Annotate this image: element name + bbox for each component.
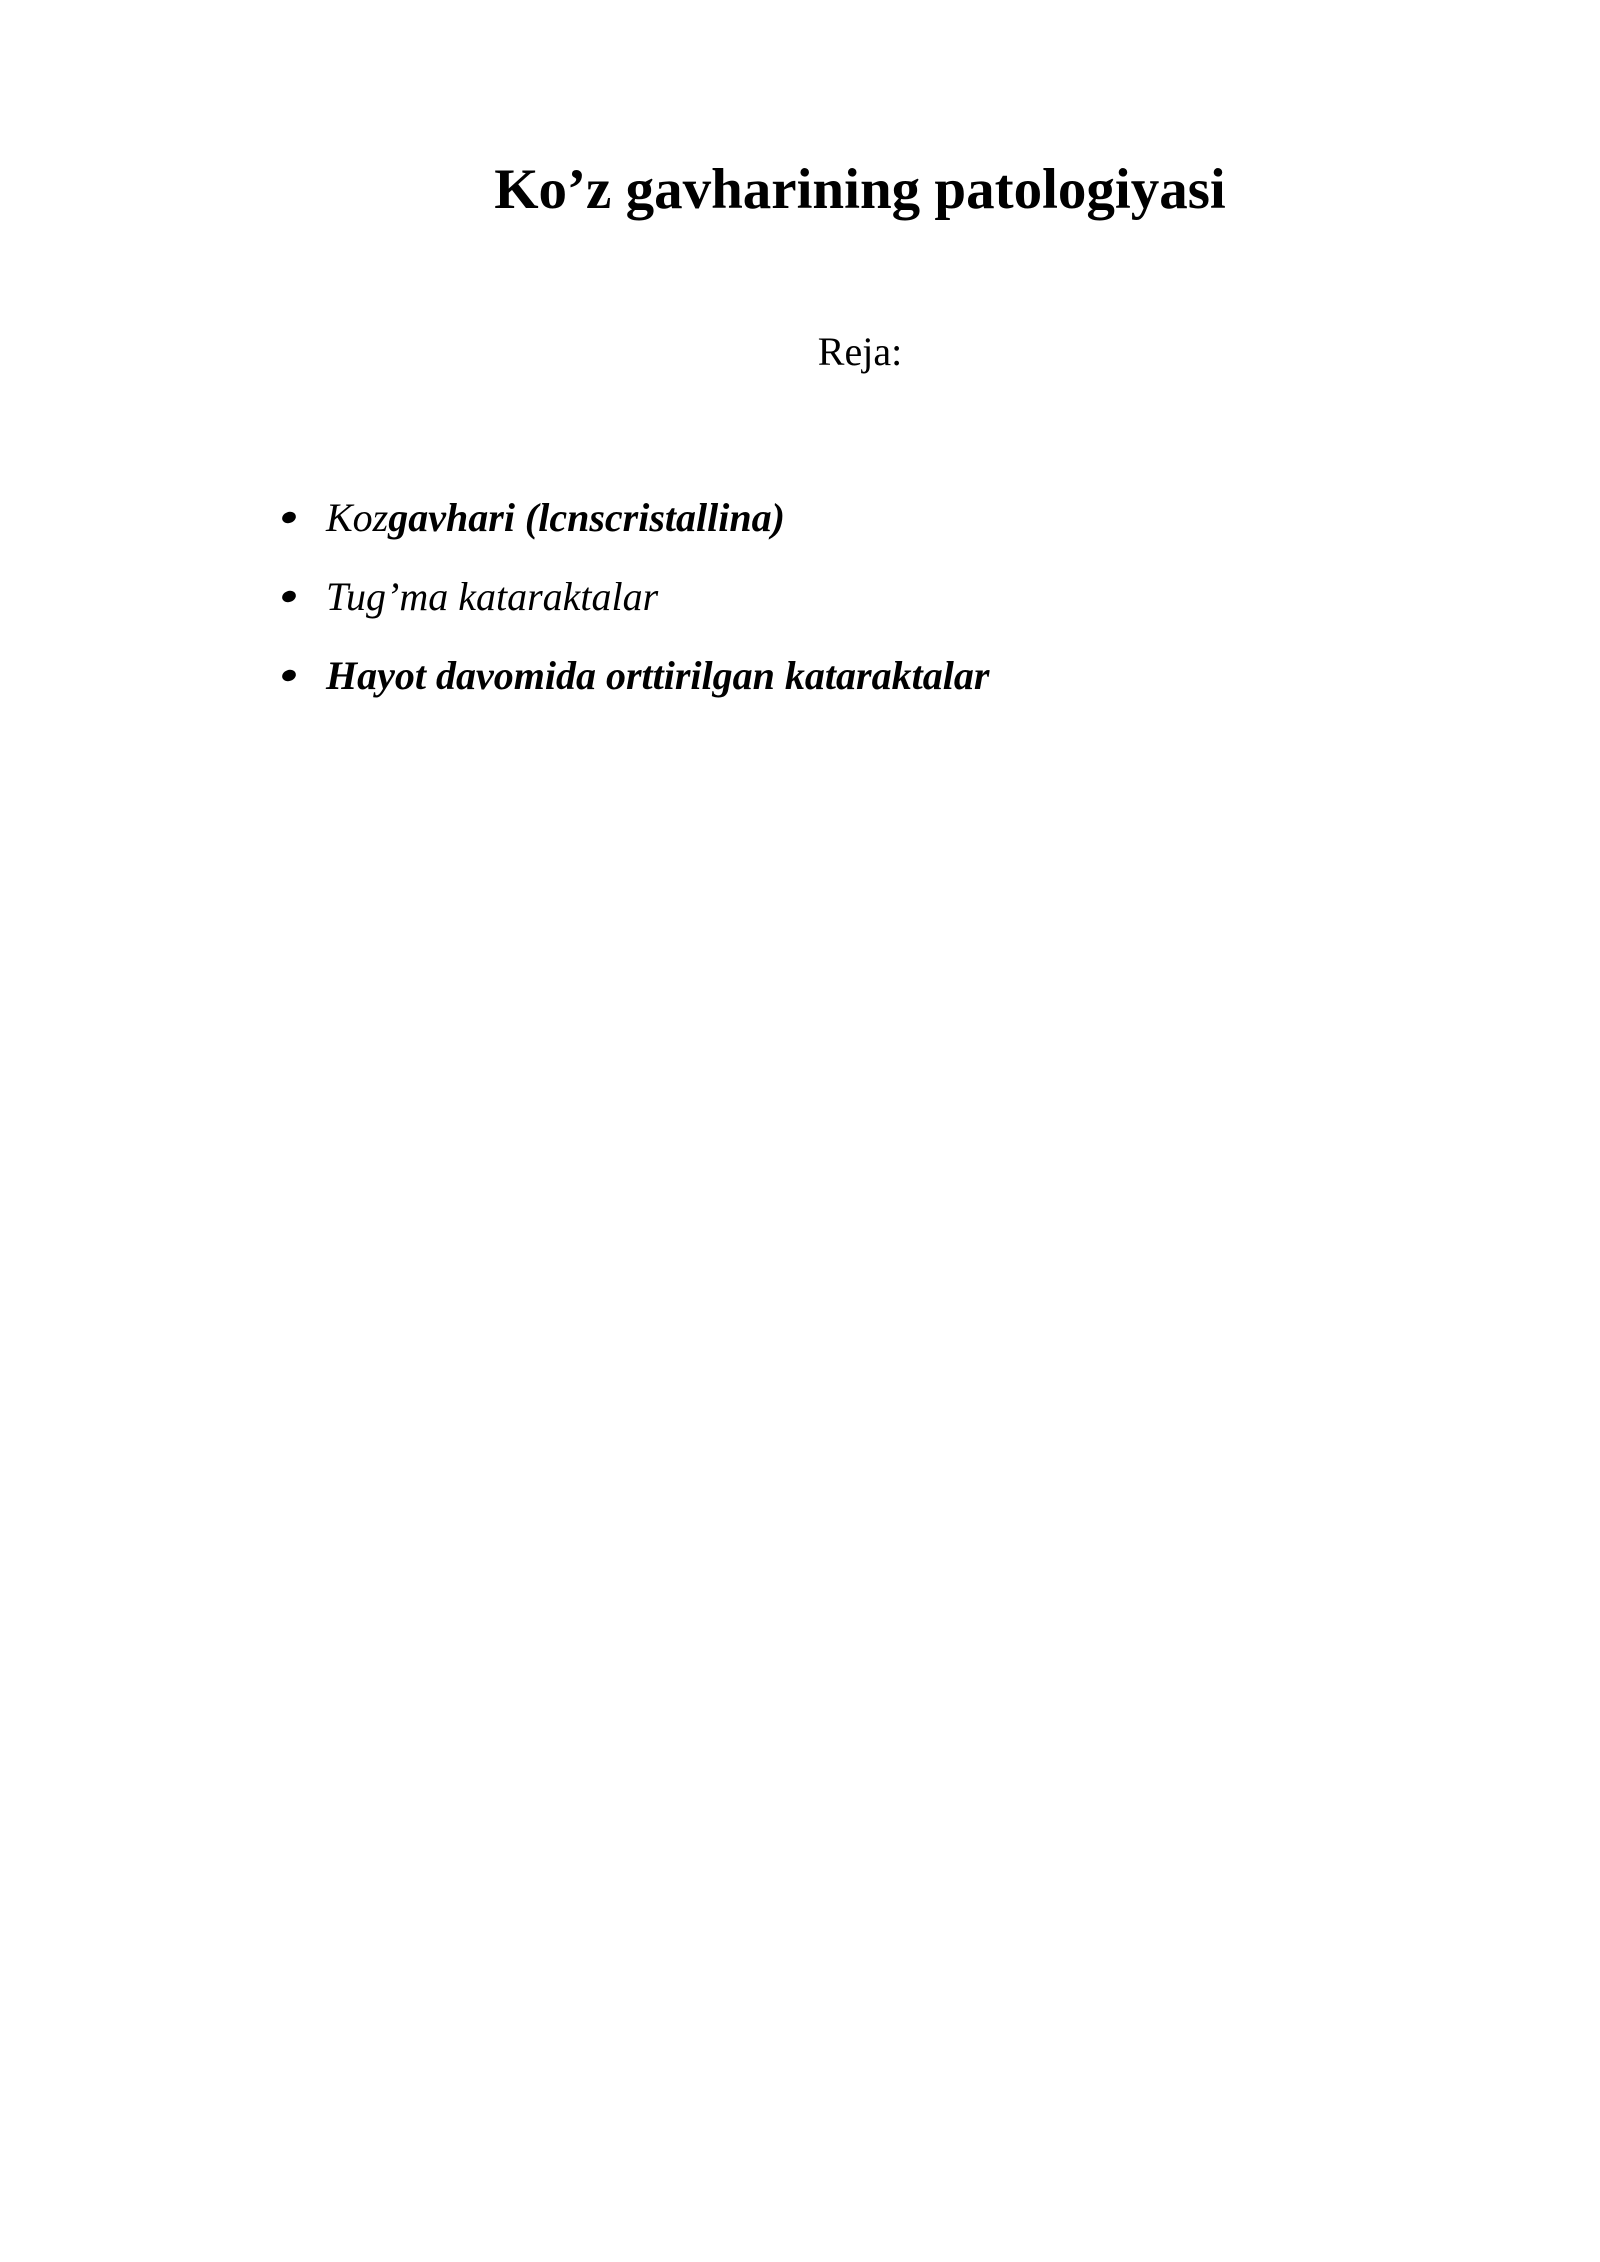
document-title: Ko’z gavharining patologiyasi [494, 158, 1226, 221]
bullet-icon [281, 510, 298, 525]
plan-item [282, 636, 989, 715]
plan-item [282, 478, 989, 557]
bullet-icon [281, 589, 298, 604]
plan-heading: Reja: [817, 329, 903, 374]
bullet-icon [281, 668, 298, 683]
plan-list [282, 478, 989, 715]
plan-item-text-italic: Koz [326, 494, 389, 540]
plan-item-text-bold-italic: gavhari (lcnscristallina) [388, 494, 785, 540]
plan-item-text-bold-italic: Hayot davomida orttirilgan kataraktalar [326, 652, 990, 698]
plan-item-text-italic: Tug’ma kataraktalar [326, 573, 659, 619]
plan-item [282, 557, 989, 636]
